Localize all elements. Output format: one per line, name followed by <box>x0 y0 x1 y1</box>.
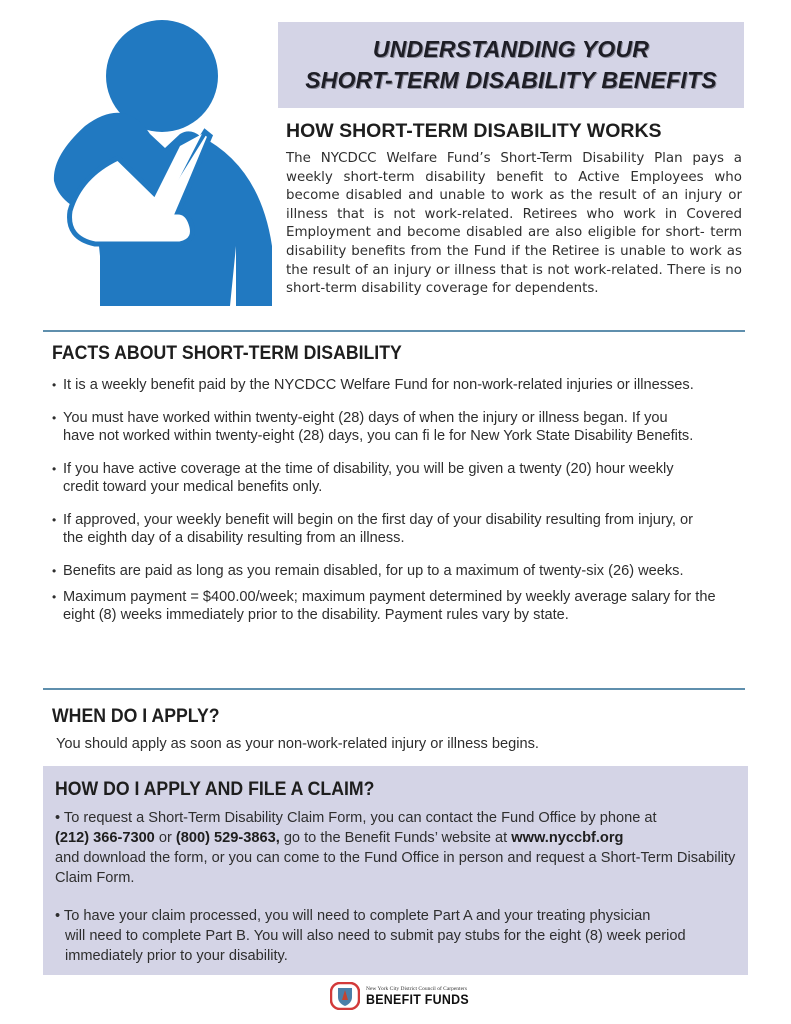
how-to-apply-box <box>43 766 748 975</box>
logo-title: BENEFIT FUNDS <box>366 991 469 1007</box>
title-line-2: SHORT-TERM DISABILITY BENEFITS <box>305 67 717 93</box>
claim-p1-end: and download the form, or you can come to the Fund Office in person and request a Short-Term Disability Claim Form. <box>55 850 736 886</box>
claim-paragraph-1 <box>55 808 745 888</box>
section-divider <box>43 330 745 332</box>
facts-heading: FACTS ABOUT SHORT-TERM DISABILITY <box>52 343 402 364</box>
title-line-1: UNDERSTANDING YOUR <box>372 36 650 62</box>
how-apply-heading: HOW DO I APPLY AND FILE A CLAIM? <box>55 779 375 800</box>
when-apply-body: You should apply as soon as your non-work-related injury or illness begins. <box>56 736 539 752</box>
person-with-arm-sling-icon <box>40 16 280 316</box>
logo-org-name: New York City District Council of Carpenters <box>366 985 467 992</box>
when-apply-heading: WHEN DO I APPLY? <box>52 706 220 727</box>
claim-p2-line1: • To have your claim processed, you will need to complete Part A and your treating physician <box>55 908 651 924</box>
phone-number-2[interactable]: (800) 529-3863, <box>175 830 280 846</box>
claim-or-text: or <box>154 830 176 846</box>
claim-p1-intro: • To request a Short-Term Disability Claim Form, you can contact the Fund Office by phone at <box>55 810 657 826</box>
phone-number-1[interactable]: (212) 366-7300 <box>55 830 155 846</box>
claim-p2-rest: will need to complete Part B. You will also need to submit pay stubs for the eight (8) week period immediately prior to your disability. <box>65 928 686 964</box>
facts-list <box>52 376 752 639</box>
title-banner <box>278 22 744 108</box>
fact-item: • If approved, your weekly benefit will begin on the first day of your disability resulting from injury, or the eighth day of a disability resulting from an illness. <box>52 511 712 547</box>
how-it-works-body: The NYCDCC Welfare Fund’s Short-Term Disability Plan pays a weekly short-term disability benefit to Active Employees who become disabled and unable to work as the result of an injury or illness that is not work-related. Retirees who work in Covered Employment and become disabled are also eligible for short- term disability benefits from the Fund if the Retiree is unable to work as the result of an injury or illness that is not work-related. There is no short-term disability coverage for dependents. <box>286 151 742 297</box>
fact-item: • You must have worked within twenty-eight (28) days of when the injury or illness began. If you have not worked within twenty-eight (28) days, you can fi le for New York State Disability Benefits. <box>52 409 702 445</box>
claim-p1-mid: go to the Benefit Funds’ website at <box>279 830 512 846</box>
fact-item: • It is a weekly benefit paid by the NYCDCC Welfare Fund for non-work-related injuries or illnesses. <box>52 376 752 394</box>
fact-item: • Benefits are paid as long as you remain disabled, for up to a maximum of twenty-six (26) weeks. <box>52 562 752 580</box>
benefit-funds-logo <box>330 982 478 1010</box>
website-link[interactable]: www.nyccbf.org <box>511 830 624 846</box>
claim-paragraph-2 <box>55 906 745 966</box>
how-it-works-heading: HOW SHORT-TERM DISABILITY WORKS <box>286 120 662 142</box>
section-divider <box>43 688 745 690</box>
fact-item: • Maximum payment = $400.00/week; maximum payment determined by weekly average salary for the eight (8) weeks immediately prior to the disability. Payment rules vary by state. <box>52 588 732 624</box>
carpenters-union-shield-logo <box>330 982 360 1010</box>
fact-item: • If you have active coverage at the time of disability, you will be given a twenty (20) hour weekly credit toward your medical benefits only. <box>52 460 702 496</box>
